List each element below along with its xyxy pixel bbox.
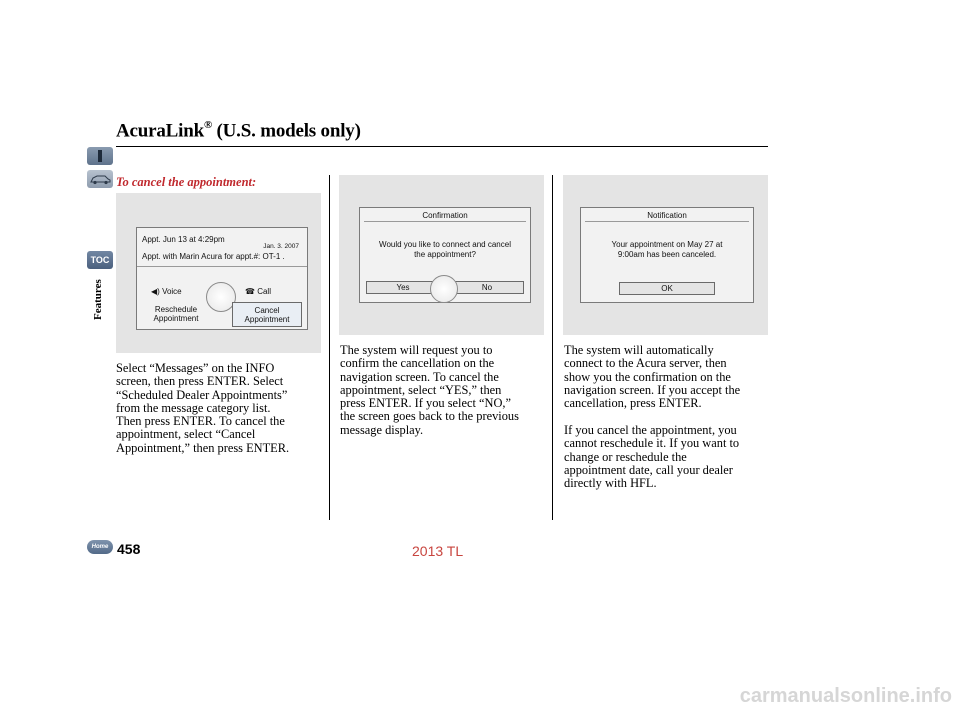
panel-separator [364,221,526,222]
toc-icon[interactable]: TOC [87,251,113,269]
voice-option[interactable]: ◀) Voice [151,287,182,296]
confirmation-panel [359,207,531,303]
yes-button[interactable]: Yes [366,281,440,294]
notification-panel [580,207,754,303]
car-icon[interactable] [87,170,113,188]
section-subheading: To cancel the appointment: [116,175,257,189]
screen-image-confirmation [339,175,544,335]
site-watermark: carmanualsonline.info [739,685,952,707]
appointment-line2: Appt. with Marin Acura for appt.#: OT-1 . [142,252,285,261]
appointment-date: Jan. 3. 2007 [263,243,299,250]
appointment-line1: Appt. Jun 13 at 4:29pm [142,235,225,244]
reschedule-option[interactable]: Reschedule Appointment [153,305,199,323]
instruction-text-confirm: The system will request you to confirm the cancellation on the navigation screen. To cancel the appointment, select “YES,” then press ENTER. If you select “NO,” the screen goes back to the previous message display. [340,343,519,437]
instruction-text-reschedule-note: If you cancel the appointment, you cannot reschedule it. If you want to change or reschedule the appointment date, call your dealer directly with HFL. [564,423,740,491]
ok-button[interactable]: OK [619,282,715,295]
selector-knob [430,275,458,303]
appointment-panel [136,227,308,330]
instruction-text-select-messages: Select “Messages” on the INFO screen, then press ENTER. Select “Scheduled Dealer Appointments” from the message category list. Then press ENTER. To cancel the appointment, select “Cancel Appointment,” then press ENTER. [116,361,290,455]
screen-image-appointment [116,193,321,353]
panel-separator [585,221,749,222]
speaker-icon: ◀) [151,287,160,296]
no-button[interactable]: No [450,281,524,294]
page-title: AcuraLink® (U.S. models only) [116,119,361,142]
confirmation-message: Would you like to connect and cancel the appointment? [379,240,511,259]
car-outline-icon [87,170,113,188]
confirmation-title: Confirmation [422,211,468,220]
section-label: Features [92,279,104,320]
model-watermark: 2013 TL [412,543,464,559]
info-icon[interactable] [87,147,113,165]
notification-message: Your appointment on May 27 at 9:00am has been canceled. [611,240,723,259]
cancel-appointment-button[interactable]: Cancel Appointment [232,302,302,327]
notification-title: Notification [647,211,687,220]
call-option[interactable]: ☎ Call [245,287,271,296]
title-rule [116,146,768,147]
column-divider [552,175,553,520]
home-icon[interactable]: Home [87,540,113,554]
screen-image-notification [563,175,768,335]
panel-separator [137,266,307,267]
column-divider [329,175,330,520]
instruction-text-auto-connect: The system will automatically connect to the Acura server, then show you the confirmation on the navigation screen. If you accept the cancellation, press ENTER. [564,343,741,411]
page-number: 458 [117,541,141,557]
phone-icon: ☎ [245,287,255,296]
